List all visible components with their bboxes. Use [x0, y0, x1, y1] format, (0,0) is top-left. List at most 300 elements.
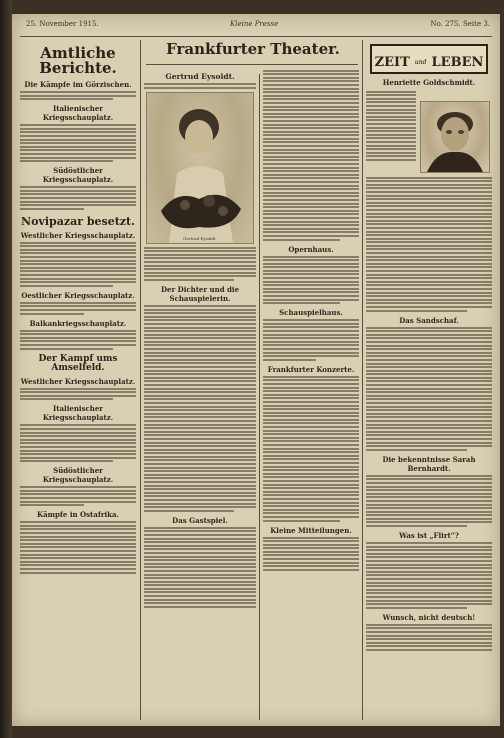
text-line	[263, 387, 359, 389]
text-line	[263, 163, 359, 165]
text-line	[20, 395, 136, 397]
text-line	[144, 445, 256, 447]
text-line	[263, 520, 340, 522]
text-line	[366, 549, 492, 551]
text-line	[20, 525, 136, 527]
text-line	[20, 557, 136, 559]
section-schauspielhaus: Schauspielhaus.	[279, 308, 343, 318]
text-line	[263, 319, 359, 321]
text-line	[20, 190, 136, 192]
text-line	[366, 377, 492, 379]
text-line	[263, 84, 359, 86]
text-line	[144, 272, 256, 274]
text-line	[263, 491, 359, 493]
text-line	[20, 95, 136, 97]
text-line	[263, 502, 359, 504]
text-line	[366, 442, 492, 444]
text-line	[366, 420, 492, 422]
text-line	[263, 291, 359, 293]
text-line	[366, 134, 416, 136]
text-line	[20, 428, 136, 430]
text-line	[366, 413, 492, 415]
text-line	[20, 256, 136, 258]
text-line	[263, 167, 359, 169]
text-line	[366, 259, 492, 261]
text-line	[20, 330, 136, 332]
text-line	[144, 406, 256, 408]
text-line	[20, 450, 136, 452]
section-oestlicher: Oestlicher Kriegsschauplatz.	[21, 290, 135, 300]
text-line	[144, 434, 256, 436]
text-line	[20, 568, 136, 570]
text-line	[144, 527, 256, 529]
text-line	[263, 73, 359, 75]
text-line	[366, 266, 492, 268]
text-line	[366, 256, 492, 258]
masthead-section: Kleine Presse	[230, 20, 279, 28]
text-line	[144, 344, 256, 346]
text-line	[144, 506, 256, 508]
text-line	[263, 159, 359, 161]
text-line	[144, 366, 256, 368]
text-line	[20, 139, 136, 141]
text-line	[366, 284, 492, 286]
text-line	[144, 481, 256, 483]
portrait-caption: Gertrud Eysoldt.	[183, 235, 217, 241]
masthead-page-number: No. 275. Seite 3.	[430, 20, 490, 28]
text-line	[366, 596, 492, 598]
text-line	[366, 445, 492, 447]
text-line	[366, 567, 492, 569]
text-line	[144, 431, 256, 433]
text-line	[144, 424, 256, 426]
page-masthead	[12, 14, 500, 36]
text-line	[263, 505, 359, 507]
text-line	[263, 437, 359, 439]
text-line	[144, 275, 256, 277]
text-line	[263, 256, 359, 258]
text-line	[263, 259, 359, 261]
text-line	[263, 102, 359, 104]
text-line	[144, 373, 256, 375]
text-line	[263, 113, 359, 115]
text-line	[366, 152, 416, 154]
text-line	[366, 116, 416, 118]
text-line	[144, 427, 256, 429]
text-line	[263, 397, 359, 399]
text-line	[20, 435, 136, 437]
text-line	[20, 160, 113, 162]
text-line	[144, 380, 256, 382]
text-line	[20, 204, 136, 206]
text-line	[263, 98, 359, 100]
text-line	[144, 257, 256, 259]
text-line	[20, 285, 113, 287]
text-line	[20, 333, 136, 335]
text-line	[366, 306, 492, 308]
und-word: und	[414, 59, 427, 66]
text-line	[366, 366, 492, 368]
text-line	[263, 462, 359, 464]
text-line	[366, 248, 492, 250]
text-line	[366, 355, 492, 357]
text-line	[366, 624, 492, 626]
text-line	[263, 390, 359, 392]
text-line	[366, 334, 492, 336]
text-line	[263, 235, 359, 237]
text-line	[144, 395, 256, 397]
text-line	[20, 278, 136, 280]
text-line	[20, 340, 136, 342]
text-line	[144, 463, 256, 465]
text-line	[20, 460, 113, 462]
text-line	[263, 217, 359, 219]
text-line	[144, 456, 256, 458]
text-line	[366, 504, 492, 506]
text-line	[20, 572, 136, 574]
text-line	[263, 359, 316, 361]
text-line	[263, 408, 359, 410]
text-line	[366, 359, 492, 361]
section-sandschaf: Das Sandschaf.	[399, 315, 459, 325]
text-line	[263, 458, 359, 460]
text-line	[144, 261, 256, 263]
section-kleine-mitteilungen: Kleine Mitteilungen.	[270, 525, 352, 535]
text-line	[366, 391, 492, 393]
text-line	[263, 323, 359, 325]
section-wunsch: Wunsch, nicht deutsch!	[382, 612, 476, 622]
goldschmidt-drawing	[421, 102, 489, 172]
text-line	[366, 299, 492, 301]
text-line	[263, 422, 359, 424]
text-line	[263, 263, 359, 265]
text-line	[144, 442, 256, 444]
text-line	[263, 551, 359, 553]
text-line	[144, 268, 256, 270]
text-line	[263, 185, 359, 187]
text-line	[144, 309, 256, 311]
column-theater-left	[144, 68, 256, 718]
text-line	[366, 589, 492, 591]
text-line	[144, 402, 256, 404]
text-line	[144, 279, 234, 281]
text-line	[366, 330, 492, 332]
text-line	[263, 224, 359, 226]
text-line	[366, 500, 492, 502]
text-line	[366, 542, 492, 544]
text-line	[144, 584, 256, 586]
text-line	[366, 227, 492, 229]
text-line	[144, 570, 256, 572]
section-westlicher-1: Westlicher Kriegsschauplatz.	[20, 230, 136, 240]
section-konzerte: Frankfurter Konzerte.	[267, 364, 355, 374]
text-line	[20, 98, 113, 100]
section-italienischer-1: Italienischer Kriegsschauplatz.	[42, 104, 114, 123]
text-line	[263, 106, 359, 108]
text-line	[366, 123, 416, 125]
column-amtliche-berichte	[20, 42, 136, 718]
text-line	[366, 281, 492, 283]
text-line	[20, 521, 136, 523]
section-ostafrika: Kämpfe in Ostafrika.	[37, 510, 119, 520]
masthead-rule	[20, 36, 492, 37]
text-line	[144, 319, 256, 321]
text-line	[366, 518, 492, 520]
text-line	[263, 302, 340, 304]
text-line	[366, 607, 467, 609]
goldschmidt-portrait	[420, 101, 490, 173]
text-line	[263, 415, 359, 417]
text-line	[144, 485, 256, 487]
text-line	[263, 565, 359, 567]
text-line	[20, 550, 136, 552]
text-line	[263, 344, 359, 346]
headline-novipazar: Novipazar besetzt.	[21, 214, 135, 228]
section-suedoestlicher-2: Südöstlicher Kriegsschauplatz.	[42, 466, 114, 485]
text-line	[20, 302, 136, 304]
text-line	[366, 202, 492, 204]
text-line	[144, 254, 256, 256]
section-sarah-bernhardt: Die bekenntnisse Sarah Bernhardt.	[382, 454, 476, 473]
text-line	[263, 288, 359, 290]
text-line	[144, 577, 256, 579]
text-line	[263, 273, 359, 275]
text-line	[263, 352, 359, 354]
text-line	[366, 574, 492, 576]
text-line	[263, 537, 359, 539]
masthead-date: 25. November 1915.	[26, 20, 99, 28]
section-gastspiel: Das Gastspiel.	[172, 515, 228, 525]
text-line	[20, 249, 136, 251]
text-line	[20, 490, 136, 492]
text-line	[144, 538, 256, 540]
text-line	[144, 341, 256, 343]
text-line	[20, 313, 84, 315]
text-line	[20, 267, 136, 269]
text-line	[144, 398, 256, 400]
text-line	[144, 488, 256, 490]
text-line	[263, 516, 359, 518]
text-line	[144, 602, 256, 604]
text-line	[263, 476, 359, 478]
text-line	[366, 148, 416, 150]
subhead-kaempfe-goerz: Die Kämpfe im Görzischen.	[24, 80, 132, 89]
text-line	[366, 478, 492, 480]
text-line	[366, 137, 416, 139]
text-line	[366, 127, 416, 129]
text-line	[144, 438, 256, 440]
text-line	[263, 419, 359, 421]
text-line	[263, 77, 359, 79]
text-line	[263, 120, 359, 122]
text-line	[263, 277, 359, 279]
text-line	[366, 638, 492, 640]
text-line	[263, 221, 359, 223]
column-rule-1	[140, 40, 141, 720]
headline-amtliche-berichte: Amtliche Berichte.	[39, 44, 117, 77]
text-line	[144, 330, 256, 332]
text-line	[20, 439, 136, 441]
text-line	[366, 238, 492, 240]
text-line	[263, 509, 359, 511]
text-line	[366, 302, 492, 304]
text-line	[366, 571, 492, 573]
text-line	[366, 345, 492, 347]
text-line	[263, 451, 359, 453]
text-line	[366, 223, 492, 225]
text-line	[366, 159, 416, 161]
text-line	[366, 101, 416, 103]
text-line	[366, 642, 492, 644]
text-line	[366, 482, 492, 484]
text-line	[144, 370, 256, 372]
text-line	[263, 181, 359, 183]
text-line	[263, 299, 359, 301]
text-line	[20, 442, 136, 444]
text-line	[144, 323, 256, 325]
subhead-goldschmidt: Henriette Goldschmidt.	[382, 78, 476, 87]
text-line	[263, 206, 359, 208]
text-line	[366, 431, 492, 433]
text-line	[144, 474, 256, 476]
text-line	[366, 220, 492, 222]
text-line	[366, 402, 492, 404]
text-line	[263, 295, 359, 297]
text-line	[263, 270, 359, 272]
text-line	[263, 430, 359, 432]
text-line	[144, 606, 256, 608]
text-line	[263, 131, 359, 133]
text-line	[144, 409, 256, 411]
text-line	[366, 649, 492, 651]
text-line	[144, 334, 256, 336]
portrait-drawing	[147, 93, 253, 243]
text-line	[366, 427, 492, 429]
section-italienischer-2: Italienischer Kriegsschauplatz.	[42, 404, 114, 423]
text-line	[366, 370, 492, 372]
text-line	[366, 564, 492, 566]
text-line	[144, 384, 256, 386]
text-line	[366, 388, 492, 390]
text-line	[20, 504, 84, 506]
text-line	[20, 153, 136, 155]
text-line	[263, 116, 359, 118]
text-line	[366, 507, 492, 509]
text-line	[366, 631, 492, 633]
column-zeit-und-leben	[366, 42, 492, 718]
text-line	[263, 337, 359, 339]
text-line	[144, 352, 256, 354]
section-westlicher-2: Westlicher Kriegsschauplatz.	[20, 376, 136, 386]
text-line	[263, 562, 359, 564]
text-line	[366, 98, 416, 100]
text-line	[366, 489, 492, 491]
text-line	[144, 305, 256, 307]
text-line	[144, 510, 234, 512]
text-line	[366, 603, 492, 605]
text-line	[366, 384, 492, 386]
headline-amselfeld: Der Kampf ums Amselfeld.	[38, 353, 118, 373]
text-line	[144, 391, 256, 393]
text-line	[20, 270, 136, 272]
text-line	[263, 330, 359, 332]
text-line	[20, 142, 136, 144]
text-line	[263, 88, 359, 90]
text-line	[366, 373, 492, 375]
zeit-und-leben-masthead	[370, 44, 488, 74]
headline-frankfurter-theater: Frankfurter Theater.	[166, 40, 340, 58]
text-line	[20, 348, 113, 350]
text-line	[20, 457, 136, 459]
section-dichter-schauspielerin: Der Dichter und die Schauspielerin.	[160, 284, 240, 303]
section-opernhaus: Opernhaus.	[288, 244, 334, 254]
column-rule-2	[259, 74, 260, 720]
text-line	[366, 475, 492, 477]
text-line	[366, 645, 492, 647]
text-line	[263, 210, 359, 212]
text-line	[366, 184, 492, 186]
text-line	[144, 459, 256, 461]
text-line	[263, 569, 359, 571]
text-line	[366, 578, 492, 580]
text-line	[263, 348, 359, 350]
text-line	[263, 484, 359, 486]
text-line	[366, 582, 492, 584]
text-line	[263, 174, 359, 176]
text-line	[366, 406, 492, 408]
text-line	[366, 295, 492, 297]
text-line	[144, 548, 256, 550]
text-line	[144, 420, 256, 422]
text-line	[263, 487, 359, 489]
text-line	[20, 432, 136, 434]
text-line	[20, 337, 136, 339]
text-line	[366, 438, 492, 440]
text-line	[366, 424, 492, 426]
text-line	[144, 566, 256, 568]
text-line	[20, 208, 84, 210]
text-line	[144, 327, 256, 329]
text-line	[366, 180, 492, 182]
text-line	[144, 591, 256, 593]
text-line	[366, 145, 416, 147]
text-line	[144, 495, 256, 497]
text-line	[263, 266, 359, 268]
text-line	[144, 541, 256, 543]
text-line	[144, 337, 256, 339]
text-line	[263, 203, 359, 205]
text-line	[366, 380, 492, 382]
text-line	[366, 94, 416, 96]
text-line	[20, 201, 136, 203]
text-line	[263, 228, 359, 230]
text-line	[20, 281, 136, 283]
text-line	[366, 556, 492, 558]
text-line	[20, 388, 136, 390]
text-line	[20, 453, 136, 455]
text-line	[366, 493, 492, 495]
text-line	[144, 595, 256, 597]
text-line	[366, 187, 492, 189]
zeit-word: ZEIT	[374, 55, 410, 70]
text-line	[366, 352, 492, 354]
text-line	[20, 245, 136, 247]
text-line	[263, 394, 359, 396]
text-line	[366, 337, 492, 339]
text-line	[366, 191, 492, 193]
text-line	[144, 377, 256, 379]
text-line	[20, 305, 136, 307]
